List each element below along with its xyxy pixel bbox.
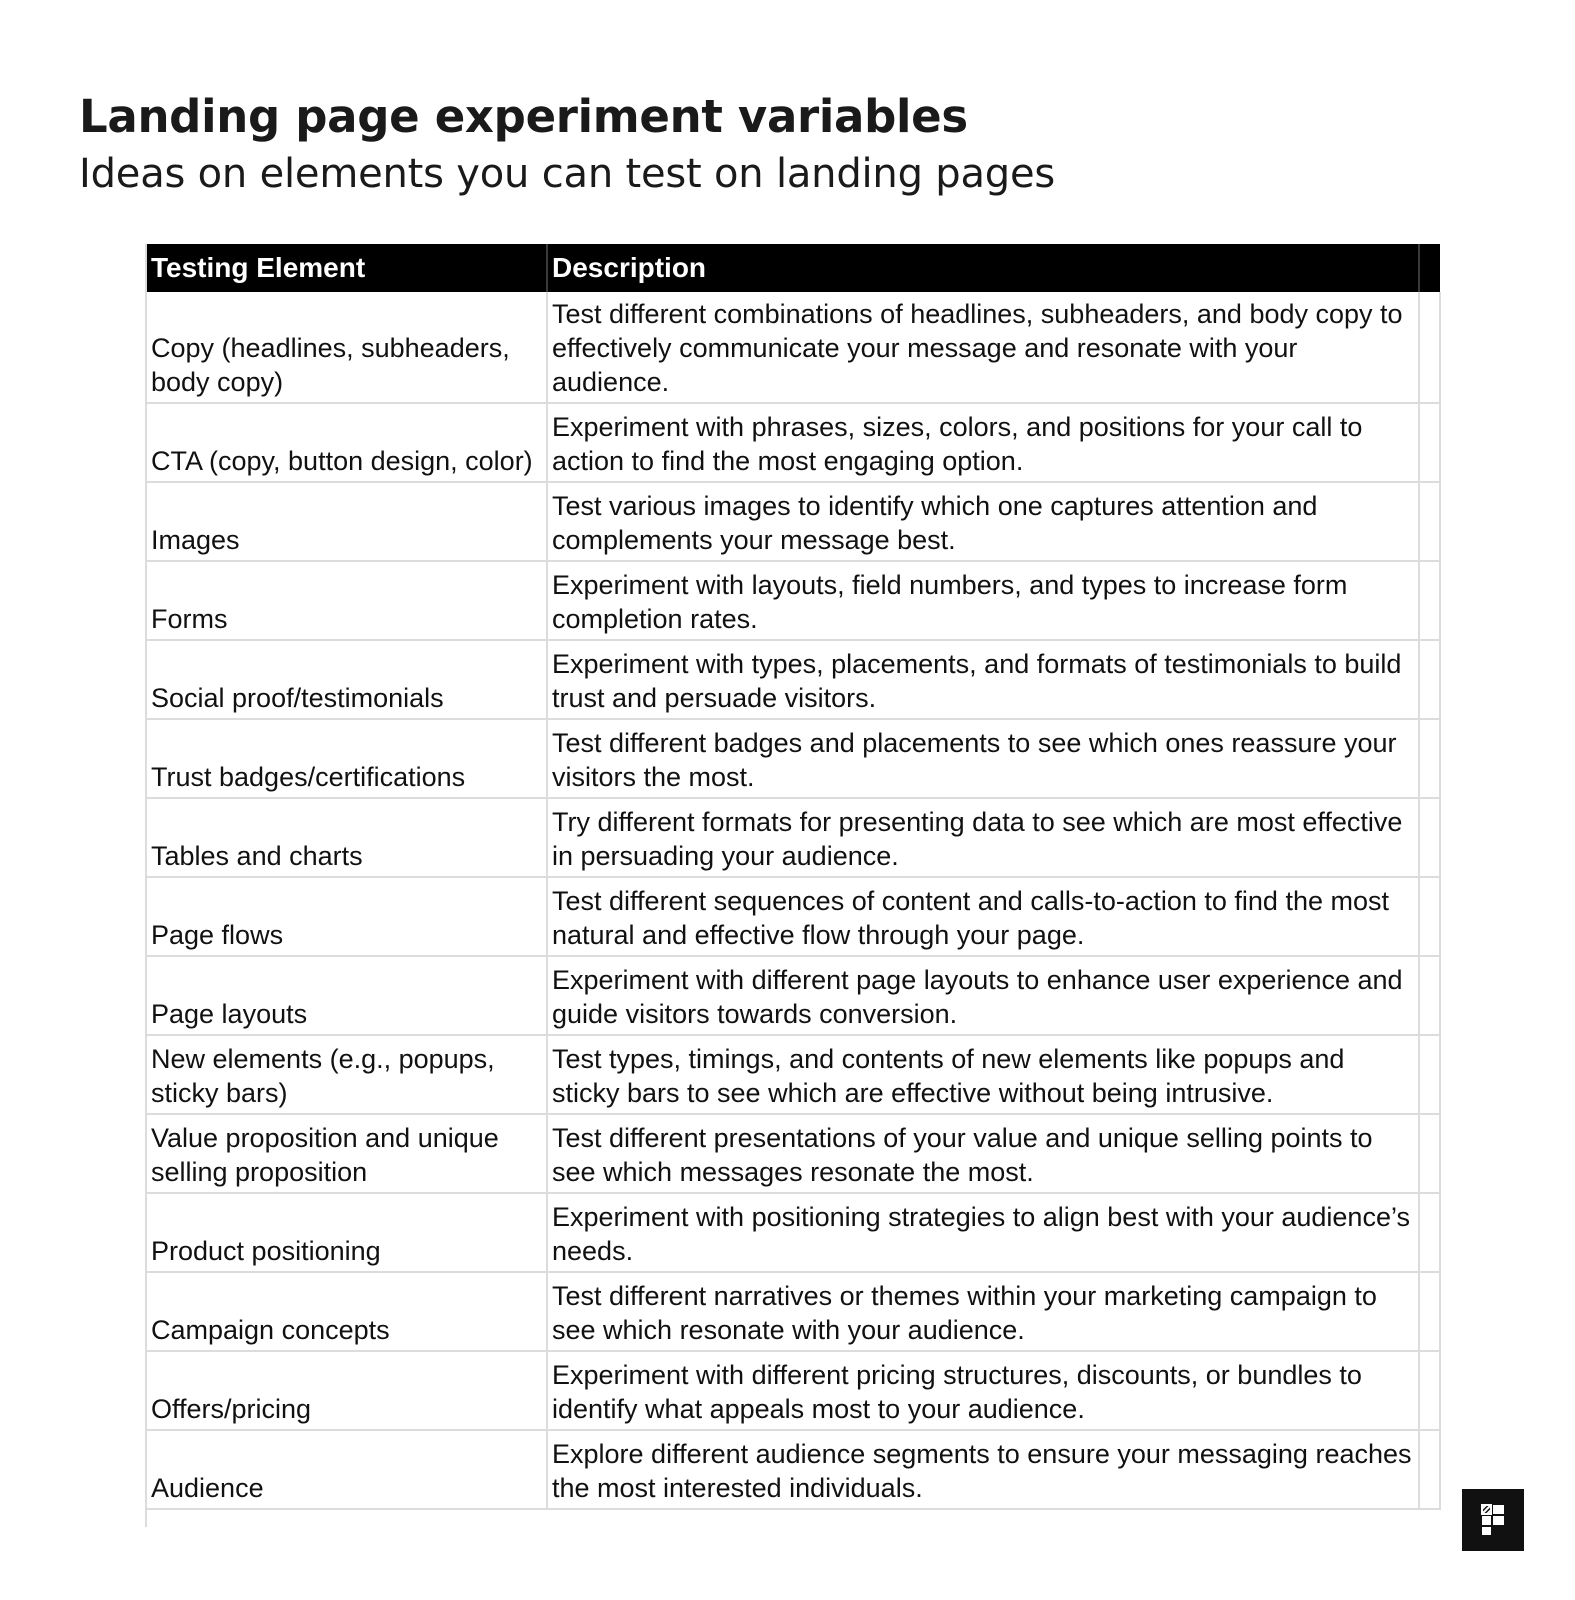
description-cell: Experiment with phrases, sizes, colors, and positions for your call to action to find the most engaging option. xyxy=(547,403,1419,482)
table-row xyxy=(147,292,1440,403)
table-row xyxy=(147,877,1440,956)
description-cell: Test different combinations of headlines, subheaders, and body copy to effectively communicate your message and resonate with your audience. xyxy=(547,292,1419,403)
testing-element-cell: Value proposition and unique selling proposition xyxy=(147,1114,547,1193)
description-cell: Test different presentations of your value and unique selling points to see which messages resonate the most. xyxy=(547,1114,1419,1193)
spreadsheet-table xyxy=(145,244,1422,1527)
testing-element-cell: Product positioning xyxy=(147,1193,547,1272)
empty-cell xyxy=(1419,719,1440,798)
description-cell: Test different sequences of content and calls-to-action to find the most natural and effective flow through your page. xyxy=(547,877,1419,956)
column-header-testing-element: Testing Element xyxy=(147,244,547,292)
empty-cell xyxy=(1419,561,1440,640)
page-subtitle: Ideas on elements you can test on landing pages xyxy=(79,151,1056,197)
empty-cell xyxy=(1419,292,1440,403)
testing-element-cell: Forms xyxy=(147,561,547,640)
description-cell: Test types, timings, and contents of new elements like popups and sticky bars to see which are effective without being intrusive. xyxy=(547,1035,1419,1114)
testing-element-cell: Campaign concepts xyxy=(147,1272,547,1351)
table-row xyxy=(147,719,1440,798)
testing-element-cell: Offers/pricing xyxy=(147,1351,547,1430)
testing-element-cell: Page layouts xyxy=(147,956,547,1035)
description-cell: Test various images to identify which one captures attention and complements your message best. xyxy=(547,482,1419,561)
description-cell: Experiment with different page layouts to enhance user experience and guide visitors towards conversion. xyxy=(547,956,1419,1035)
testing-element-cell: Audience xyxy=(147,1430,547,1509)
empty-cell xyxy=(1419,798,1440,877)
testing-element-cell: New elements (e.g., popups, sticky bars) xyxy=(147,1035,547,1114)
experiment-variables-table xyxy=(147,244,1441,1510)
table-row xyxy=(147,403,1440,482)
empty-cell xyxy=(1419,403,1440,482)
table-row xyxy=(147,1193,1440,1272)
empty-cell xyxy=(1419,1430,1440,1509)
table-row xyxy=(147,561,1440,640)
table-row xyxy=(147,1430,1440,1509)
empty-cell xyxy=(1419,640,1440,719)
description-cell: Test different badges and placements to see which ones reassure your visitors the most. xyxy=(547,719,1419,798)
page-header xyxy=(79,88,1479,202)
description-cell: Experiment with different pricing structures, discounts, or bundles to identify what appeals most to your audience. xyxy=(547,1351,1419,1430)
table-row xyxy=(147,798,1440,877)
brand-logo-glyph xyxy=(1462,1489,1524,1551)
page-title: Landing page experiment variables xyxy=(79,90,968,143)
description-cell: Experiment with layouts, field numbers, and types to increase form completion rates. xyxy=(547,561,1419,640)
empty-cell xyxy=(1419,956,1440,1035)
table-row xyxy=(147,1035,1440,1114)
table-row xyxy=(147,956,1440,1035)
description-cell: Try different formats for presenting data to see which are most effective in persuading your audience. xyxy=(547,798,1419,877)
testing-element-cell: Images xyxy=(147,482,547,561)
description-cell: Explore different audience segments to ensure your messaging reaches the most interested individuals. xyxy=(547,1430,1419,1509)
empty-cell xyxy=(1419,877,1440,956)
table-row xyxy=(147,1351,1440,1430)
table-row xyxy=(147,1272,1440,1351)
empty-cell xyxy=(1419,1193,1440,1272)
empty-cell xyxy=(1419,1272,1440,1351)
testing-element-cell: CTA (copy, button design, color) xyxy=(147,403,547,482)
column-header-empty xyxy=(1419,244,1440,292)
table-row xyxy=(147,482,1440,561)
empty-cell xyxy=(1419,482,1440,561)
column-header-description: Description xyxy=(547,244,1419,292)
table-row xyxy=(147,640,1440,719)
empty-cell xyxy=(1419,1114,1440,1193)
testing-element-cell: Social proof/testimonials xyxy=(147,640,547,719)
testing-element-cell: Page flows xyxy=(147,877,547,956)
table-header-row xyxy=(147,244,1440,292)
table-row xyxy=(147,1114,1440,1193)
testing-element-cell: Tables and charts xyxy=(147,798,547,877)
description-cell: Experiment with positioning strategies to align best with your audience’s needs. xyxy=(547,1193,1419,1272)
description-cell: Experiment with types, placements, and formats of testimonials to build trust and persuade visitors. xyxy=(547,640,1419,719)
testing-element-cell: Copy (headlines, subheaders, body copy) xyxy=(147,292,547,403)
brand-logo-icon xyxy=(1462,1489,1524,1551)
description-cell: Test different narratives or themes within your marketing campaign to see which resonate with your audience. xyxy=(547,1272,1419,1351)
testing-element-cell: Trust badges/certifications xyxy=(147,719,547,798)
empty-cell xyxy=(1419,1035,1440,1114)
empty-cell xyxy=(1419,1351,1440,1430)
